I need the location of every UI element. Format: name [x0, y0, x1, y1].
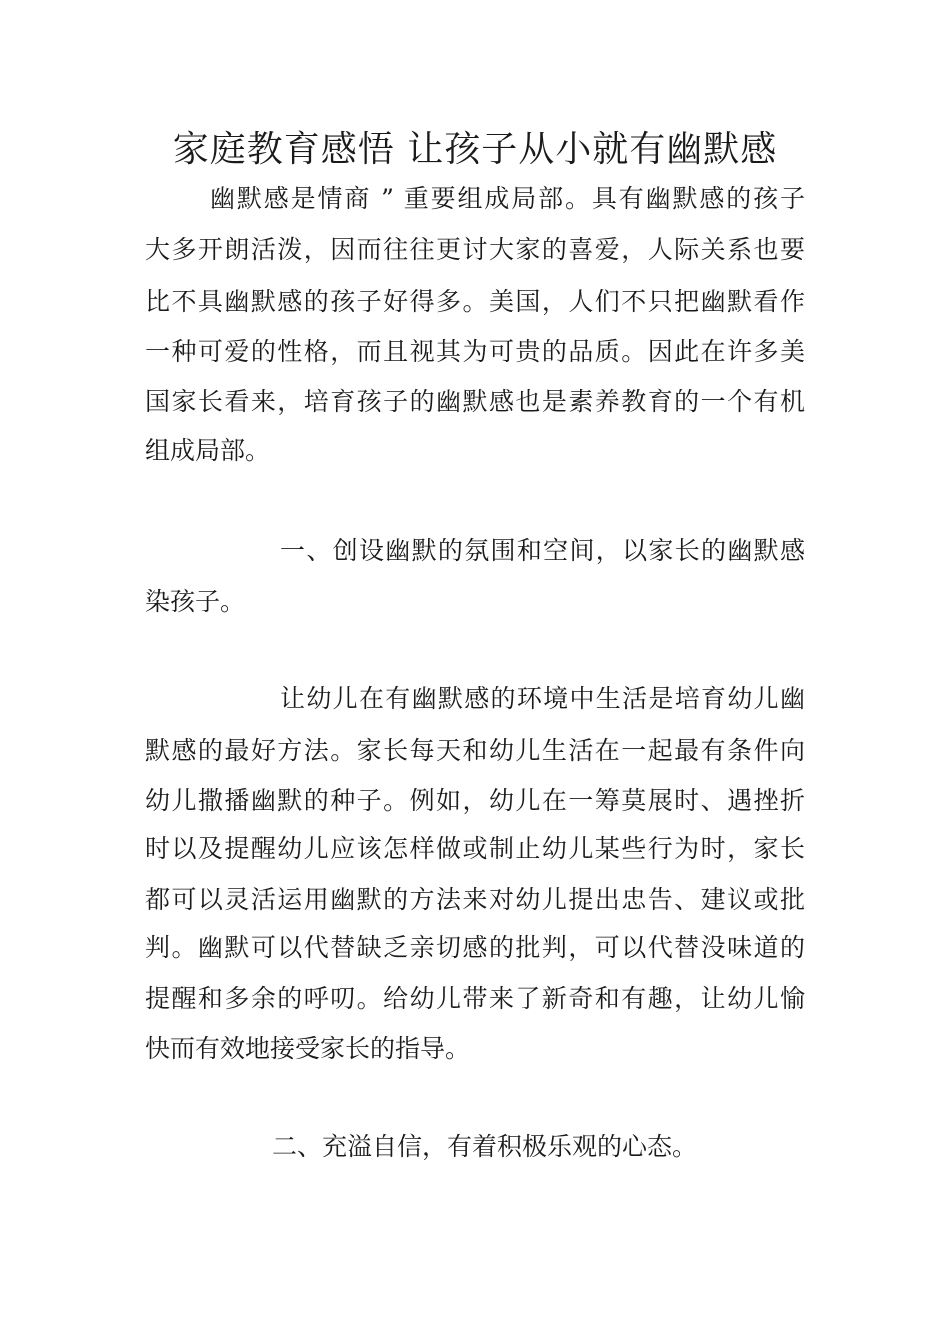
paragraph-2-line-2: 默感的最好方法。家长每天和幼儿生活在一起最有条件向 [145, 736, 805, 765]
section-2-heading: 二、充溢自信，有着积极乐观的心态。 [272, 1132, 698, 1161]
paragraph-1-line-2: 大多开朗活泼，因而往往更讨大家的喜爱，人际关系也要 [145, 235, 805, 264]
paragraph-2-line-4: 时以及提醒幼儿应该怎样做或制止幼儿某些行为时，家长 [145, 834, 805, 863]
paragraph-1-line-1: 幽默感是情商 ” 重要组成局部。具有幽默感的孩子 [210, 184, 805, 213]
paragraph-2-line-8: 快而有效地接受家长的指导。 [145, 1034, 471, 1063]
paragraph-2-line-6: 判。幽默可以代替缺乏亲切感的批判，可以代替没味道的 [145, 933, 805, 962]
paragraph-2-line-3: 幼儿撒播幽默的种子。例如，幼儿在一筹莫展时、遇挫折 [145, 786, 805, 815]
section-1-heading-line-2: 染孩子。 [145, 587, 246, 616]
paragraph-1-line-4: 一种可爱的性格，而且视其为可贵的品质。因此在许多美 [145, 337, 805, 366]
paragraph-2-line-7: 提醒和多余的呼叨。给幼儿带来了新奇和有趣，让幼儿愉 [145, 984, 805, 1013]
paragraph-1-line-3: 比不具幽默感的孩子好得多。美国，人们不只把幽默看作 [145, 287, 805, 316]
paragraph-1-line-5: 国家长看来，培育孩子的幽默感也是素养教育的一个有机 [145, 387, 805, 416]
paragraph-1-line-6: 组成局部。 [145, 436, 271, 465]
paragraph-2-line-1: 让幼儿在有幽默感的环境中生活是培育幼儿幽 [280, 684, 805, 713]
paragraph-2-line-5: 都可以灵活运用幽默的方法来对幼儿提出忠告、建议或批 [145, 885, 805, 914]
document-title: 家庭教育感悟 让孩子从小就有幽默感 [172, 129, 778, 170]
section-1-heading-line-1: 一、创设幽默的氛围和空间，以家长的幽默感 [280, 536, 805, 565]
